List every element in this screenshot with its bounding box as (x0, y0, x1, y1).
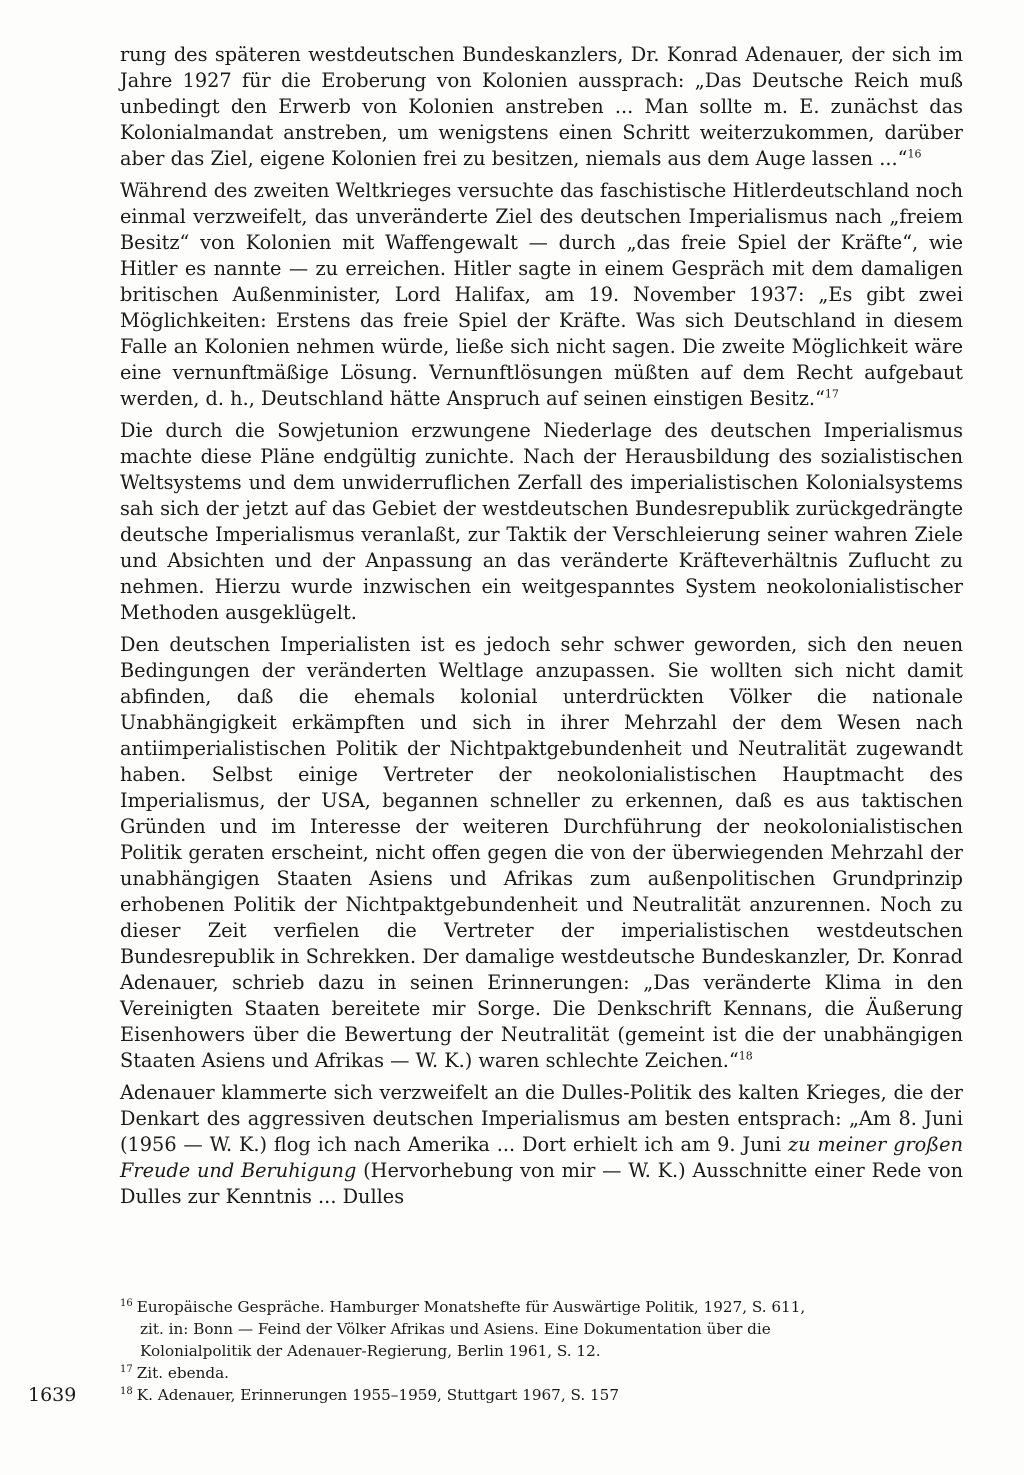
footnote-line: Zit. ebenda. (136, 1364, 229, 1382)
paragraph-text: Adenauer klammerte sich verzweifelt an die Dulles-Politik des kalten Krieges, die der Denkart des aggressiven deutschen Imperialismus am besten entsprach: „Am 8. Juni (1956 — W. K.) flog ich nach Amerika ... Dort erhielt ich am 9. Juni (120, 1081, 963, 1156)
footnote-number: 17 (120, 1363, 133, 1375)
footnote-line: K. Adenauer, Erinnerungen 1955–1959, Stuttgart 1967, S. 157 (136, 1386, 619, 1404)
footnotes (120, 1296, 970, 1406)
footnote-17 (120, 1362, 970, 1384)
footnote-ref-18: 18 (738, 1049, 753, 1063)
footnote-number: 18 (120, 1385, 133, 1397)
paragraph-text: Die durch die Sowjetunion erzwungene Niederlage des deutschen Imperialismus machte diese Pläne endgültig zunichte. Nach der Herausbildung des sozialistischen Weltsystems und dem unwiderruflichen Zerfall des imperialistischen Kolonialsystems sah sich der jetzt auf das Gebiet der westdeutschen Bundesrepublik zurückgedrängte deutsche Imperialismus veranlaßt, zur Taktik der Verschleierung seiner wahren Ziele und Absichten und der Anpassung an das veränderte Kräfteverhältnis Zuflucht zu nehmen. Hierzu wurde inzwischen ein weitgespanntes System neokolonialistischer Methoden ausgeklügelt. (120, 419, 963, 624)
paragraph-text: Den deutschen Imperialisten ist es jedoch sehr schwer geworden, sich den neuen Bedingungen der veränderten Weltlage anzupassen. Sie wollten sich nicht damit abfinden, daß die ehemals kolonial unterdrückten Völker die nationale Unabhängigkeit erkämpften und sich in ihrer Mehrzahl der dem Wesen nach antiimperialistischen Politik der Nichtpaktgebundenheit und Neutralität zugewandt haben. Selbst einige Vertreter der neokolonialistischen Hauptmacht des Imperialismus, der USA, begannen schneller zu erkennen, daß es aus taktischen Gründen und im Interesse der weiteren Durchführung der neokolonialistischen Politik geraten erscheint, nicht offen gegen die von der überwiegenden Mehrzahl der unabhängigen Staaten Asiens und Afrikas zum außenpolitischen Grundprinzip erhobenen Politik der Nichtpaktgebundenheit und Neutralität anzurennen. Noch zu dieser Zeit verfielen die Vertreter der imperialistischen westdeutschen Bundesrepublik in Schrekken. Der damalige westdeutsche Bundeskanzler, Dr. Konrad Adenauer, schrieb dazu in seinen Erinnerungen: „Das veränderte Klima in den Vereinigten Staaten bereitete mir Sorge. Die Denkschrift Kennans, die Äußerung Eisenhowers über die Bewertung der Neutralität (gemeint ist die der unabhängigen Staaten Asiens und Afrikas — W. K.) waren schlechte Zeichen.“ (120, 633, 963, 1072)
paragraph-1 (120, 42, 963, 172)
paragraph-3 (120, 418, 963, 626)
paragraph-4 (120, 632, 963, 1074)
footnote-line: Europäische Gespräche. Hamburger Monatshefte für Auswärtige Politik, 1927, S. 611, (136, 1298, 806, 1316)
paragraph-5 (120, 1080, 963, 1210)
paragraph-text: (Hervorhebung von mir — W. K.) Ausschnitte einer Rede von Dulles zur Kenntnis ... Dulles (120, 1159, 963, 1208)
emphasized-text: zu meiner großen Freude und Beruhigung (120, 1133, 963, 1182)
paragraph-2 (120, 178, 963, 412)
footnote-number: 16 (120, 1297, 133, 1309)
paragraph-text: rung des späteren westdeutschen Bundeskanzlers, Dr. Konrad Adenauer, der sich im Jahre 1927 für die Eroberung von Kolonien aussprach: „Das Deutsche Reich muß unbedingt den Erwerb von Kolonien anstreben ... Man sollte m. E. zunächst das Kolonialmandat anstreben, um wenigstens einen Schritt weiterzukommen, darüber aber das Ziel, eigene Kolonien frei zu besitzen, niemals aus dem Auge lassen ...“ (120, 43, 963, 170)
footnote-line: zit. in: Bonn — Feind der Völker Afrikas und Asiens. Eine Dokumentation über die (140, 1320, 771, 1338)
footnote-ref-16: 16 (907, 147, 922, 161)
page-number: 1639 (28, 1384, 77, 1406)
footnote-16 (120, 1296, 970, 1362)
body-text (120, 42, 963, 1210)
footnote-ref-17: 17 (824, 387, 839, 401)
footnote-18 (120, 1384, 970, 1406)
footnote-line: Kolonialpolitik der Adenauer-Regierung, Berlin 1961, S. 12. (140, 1342, 601, 1360)
paragraph-text: Während des zweiten Weltkrieges versuchte das faschistische Hitlerdeutschland noch einmal verzweifelt, das unveränderte Ziel des deutschen Imperialismus nach „freiem Besitz“ von Kolonien mit Waffengewalt — durch „das freie Spiel der Kräfte“, wie Hitler es nannte — zu erreichen. Hitler sagte in einem Gespräch mit dem damaligen britischen Außenminister, Lord Halifax, am 19. November 1937: „Es gibt zwei Möglichkeiten: Erstens das freie Spiel der Kräfte. Was sich Deutschland in diesem Falle an Kolonien nehmen würde, ließe sich nicht sagen. Die zweite Möglichkeit wäre eine vernunftmäßige Lösung. Vernunftlösungen müßten auf dem Recht aufgebaut werden, d. h., Deutschland hätte Anspruch auf seinen einstigen Besitz.“ (120, 179, 963, 410)
